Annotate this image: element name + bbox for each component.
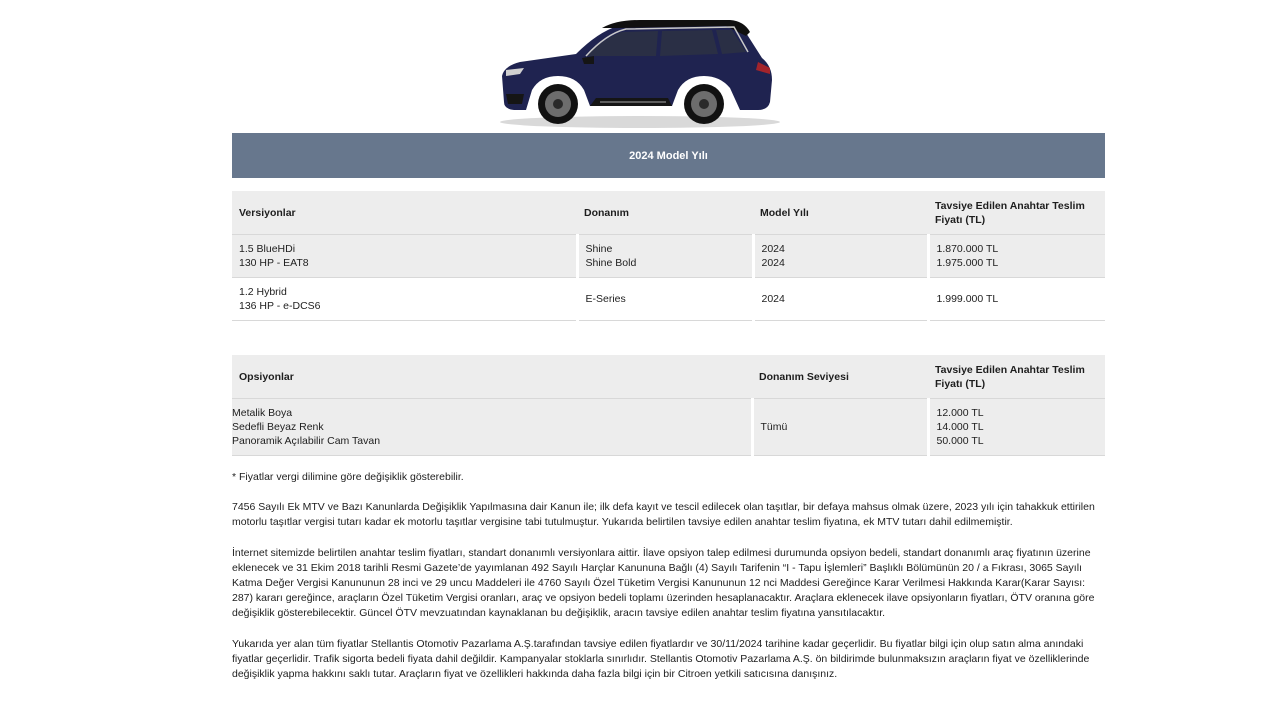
cell-equipment: E-Series — [577, 278, 753, 321]
header-price-line1: Tavsiye Edilen Anahtar Teslim — [935, 199, 1085, 212]
version-engine: 136 HP - e-DCS6 — [239, 300, 321, 312]
cell-options — [232, 399, 752, 456]
cell-version — [232, 235, 577, 278]
options-price-table — [232, 355, 1105, 456]
note-tax: * Fiyatlar vergi dilimine göre değişiklik gösterebilir. — [232, 471, 464, 483]
header-model-year: Model Yılı — [753, 191, 928, 235]
price-value: 14.000 TL — [936, 421, 984, 433]
cell-price — [928, 399, 1105, 456]
model-year-value: 2024 — [761, 257, 785, 269]
option-name: Metalik Boya — [232, 407, 293, 419]
table-row — [232, 235, 1105, 278]
price-value: 1.975.000 TL — [936, 257, 999, 269]
version-name: 1.5 BlueHDi — [239, 243, 296, 255]
table-header-row — [232, 191, 1105, 235]
header-price — [928, 191, 1105, 235]
cell-equipment-level: Tümü — [752, 399, 928, 456]
disclaimer-notes — [232, 470, 1105, 697]
version-engine: 130 HP - EAT8 — [239, 257, 309, 269]
note-otv: İnternet sitemizde belirtilen anahtar teslim fiyatları, standart donanımlı versiyonlara aittir. İlave opsiyon talep edilmesi durumunda opsiyon bedeli, standart donanımlı araç fiyatının üzerine eklenecek ve 31 Ekim 2018 tarihli Resmi Gazete’de yayımlanan 492 Sayılı Harçlar Kanununa Bağlı (4) Sayılı Tarifenin “I - Tapu İşlemleri” Başlıklı Bölümünün 20 / a Fıkrası, 3065 Sayılı Katma Değer Vergisi Kanununun 28 inci ve 29 uncu Maddeleri ile 4760 Sayılı Özel Tüketim Vergisi Kanununun 12 nci Maddesi Gereğince Karar Verilmesi Hakkında Karar(Karar Sayısı: 287) kararı gereğince, araçların Özel Tüketim Vergisi oranları, araç ve opsiyon bedeli toplamı üzerinden hesaplanacaktır. Araçlara eklenecek ilave opsiyonların fiyatları, ÖTV oranına göre değişiklik gösterebilecektir. Güncel ÖTV mevzuatından kaynaklanan bu değişiklik, aracın tavsiye edilen anahtar teslim fiyatına yansıtılacaktır. — [232, 546, 1095, 620]
price-value: 50.000 TL — [936, 435, 984, 447]
cell-equipment — [577, 235, 753, 278]
car-image — [490, 14, 790, 132]
note-validity: Yukarıda yer alan tüm fiyatlar Stellantis Otomotiv Pazarlama A.Ş.tarafından tavsiye edilen fiyatlardır ve 30/11/2024 tarihine kadar geçerlidir. Bu fiyatlar bilgi için olup satın alma anındaki fiyatlar geçerlidir. Trafik sigorta bedeli fiyata dahil değildir. Kampanyalar stoklarla sınırlıdır. Stellantis Otomotiv Pazarlama A.Ş. ön bildirimde bulunmaksızın araçların fiyat ve özelliklerinde değişiklik yapma hakkını saklı tutar. Araçların fiyat ve özellikleri hakkında daha fazla bilgi için bir Citroen yetkili satıcısına danışınız. — [232, 637, 1090, 681]
cell-price — [928, 235, 1105, 278]
version-name: 1.2 Hybrid — [239, 286, 287, 298]
header-equipment: Donanım — [577, 191, 753, 235]
equipment-name: Shine — [585, 243, 613, 255]
header-price-line2: Fiyatı (TL) — [935, 213, 986, 226]
note-mtv: 7456 Sayılı Ek MTV ve Bazı Kanunlarda Değişiklik Yapılmasına dair Kanun ile; ilk defa kayıt ve tescil edilecek olan taşıtlar, bir defaya mahsus olmak üzere, 2023 yılı için tahakkuk ettirilen motorlu taşıtlar vergisi tutarı kadar ek motorlu taşıtlar vergisine tabi tutulmuştur. Yukarıda belirtilen tavsiye edilen anahtar teslim fiyatına, ek MTV tutarı dahil edilmemiştir. — [232, 501, 1095, 529]
table-row — [232, 278, 1105, 321]
cell-version — [232, 278, 577, 321]
header-equipment-level: Donanım Seviyesi — [752, 355, 928, 399]
model-year-value: 2024 — [761, 243, 785, 255]
header-price-line2: Fiyatı (TL) — [935, 377, 986, 390]
header-price-line1: Tavsiye Edilen Anahtar Teslim — [935, 363, 1085, 376]
versions-price-table — [232, 191, 1105, 321]
cell-model-year — [753, 235, 928, 278]
option-name: Panoramik Açılabilir Cam Tavan — [232, 435, 381, 447]
price-value: 12.000 TL — [936, 407, 984, 419]
header-versions: Versiyonlar — [232, 191, 577, 235]
option-name: Sedefli Beyaz Renk — [232, 421, 324, 433]
cell-price: 1.999.000 TL — [928, 278, 1105, 321]
model-year-banner: 2024 Model Yılı — [232, 133, 1105, 178]
cell-model-year: 2024 — [753, 278, 928, 321]
table-row — [232, 399, 1105, 456]
table-header-row — [232, 355, 1105, 399]
price-value: 1.870.000 TL — [936, 243, 999, 255]
suv-car-image — [490, 14, 790, 132]
header-price — [928, 355, 1105, 399]
header-options: Opsiyonlar — [232, 355, 752, 399]
equipment-name: Shine Bold — [585, 257, 637, 269]
